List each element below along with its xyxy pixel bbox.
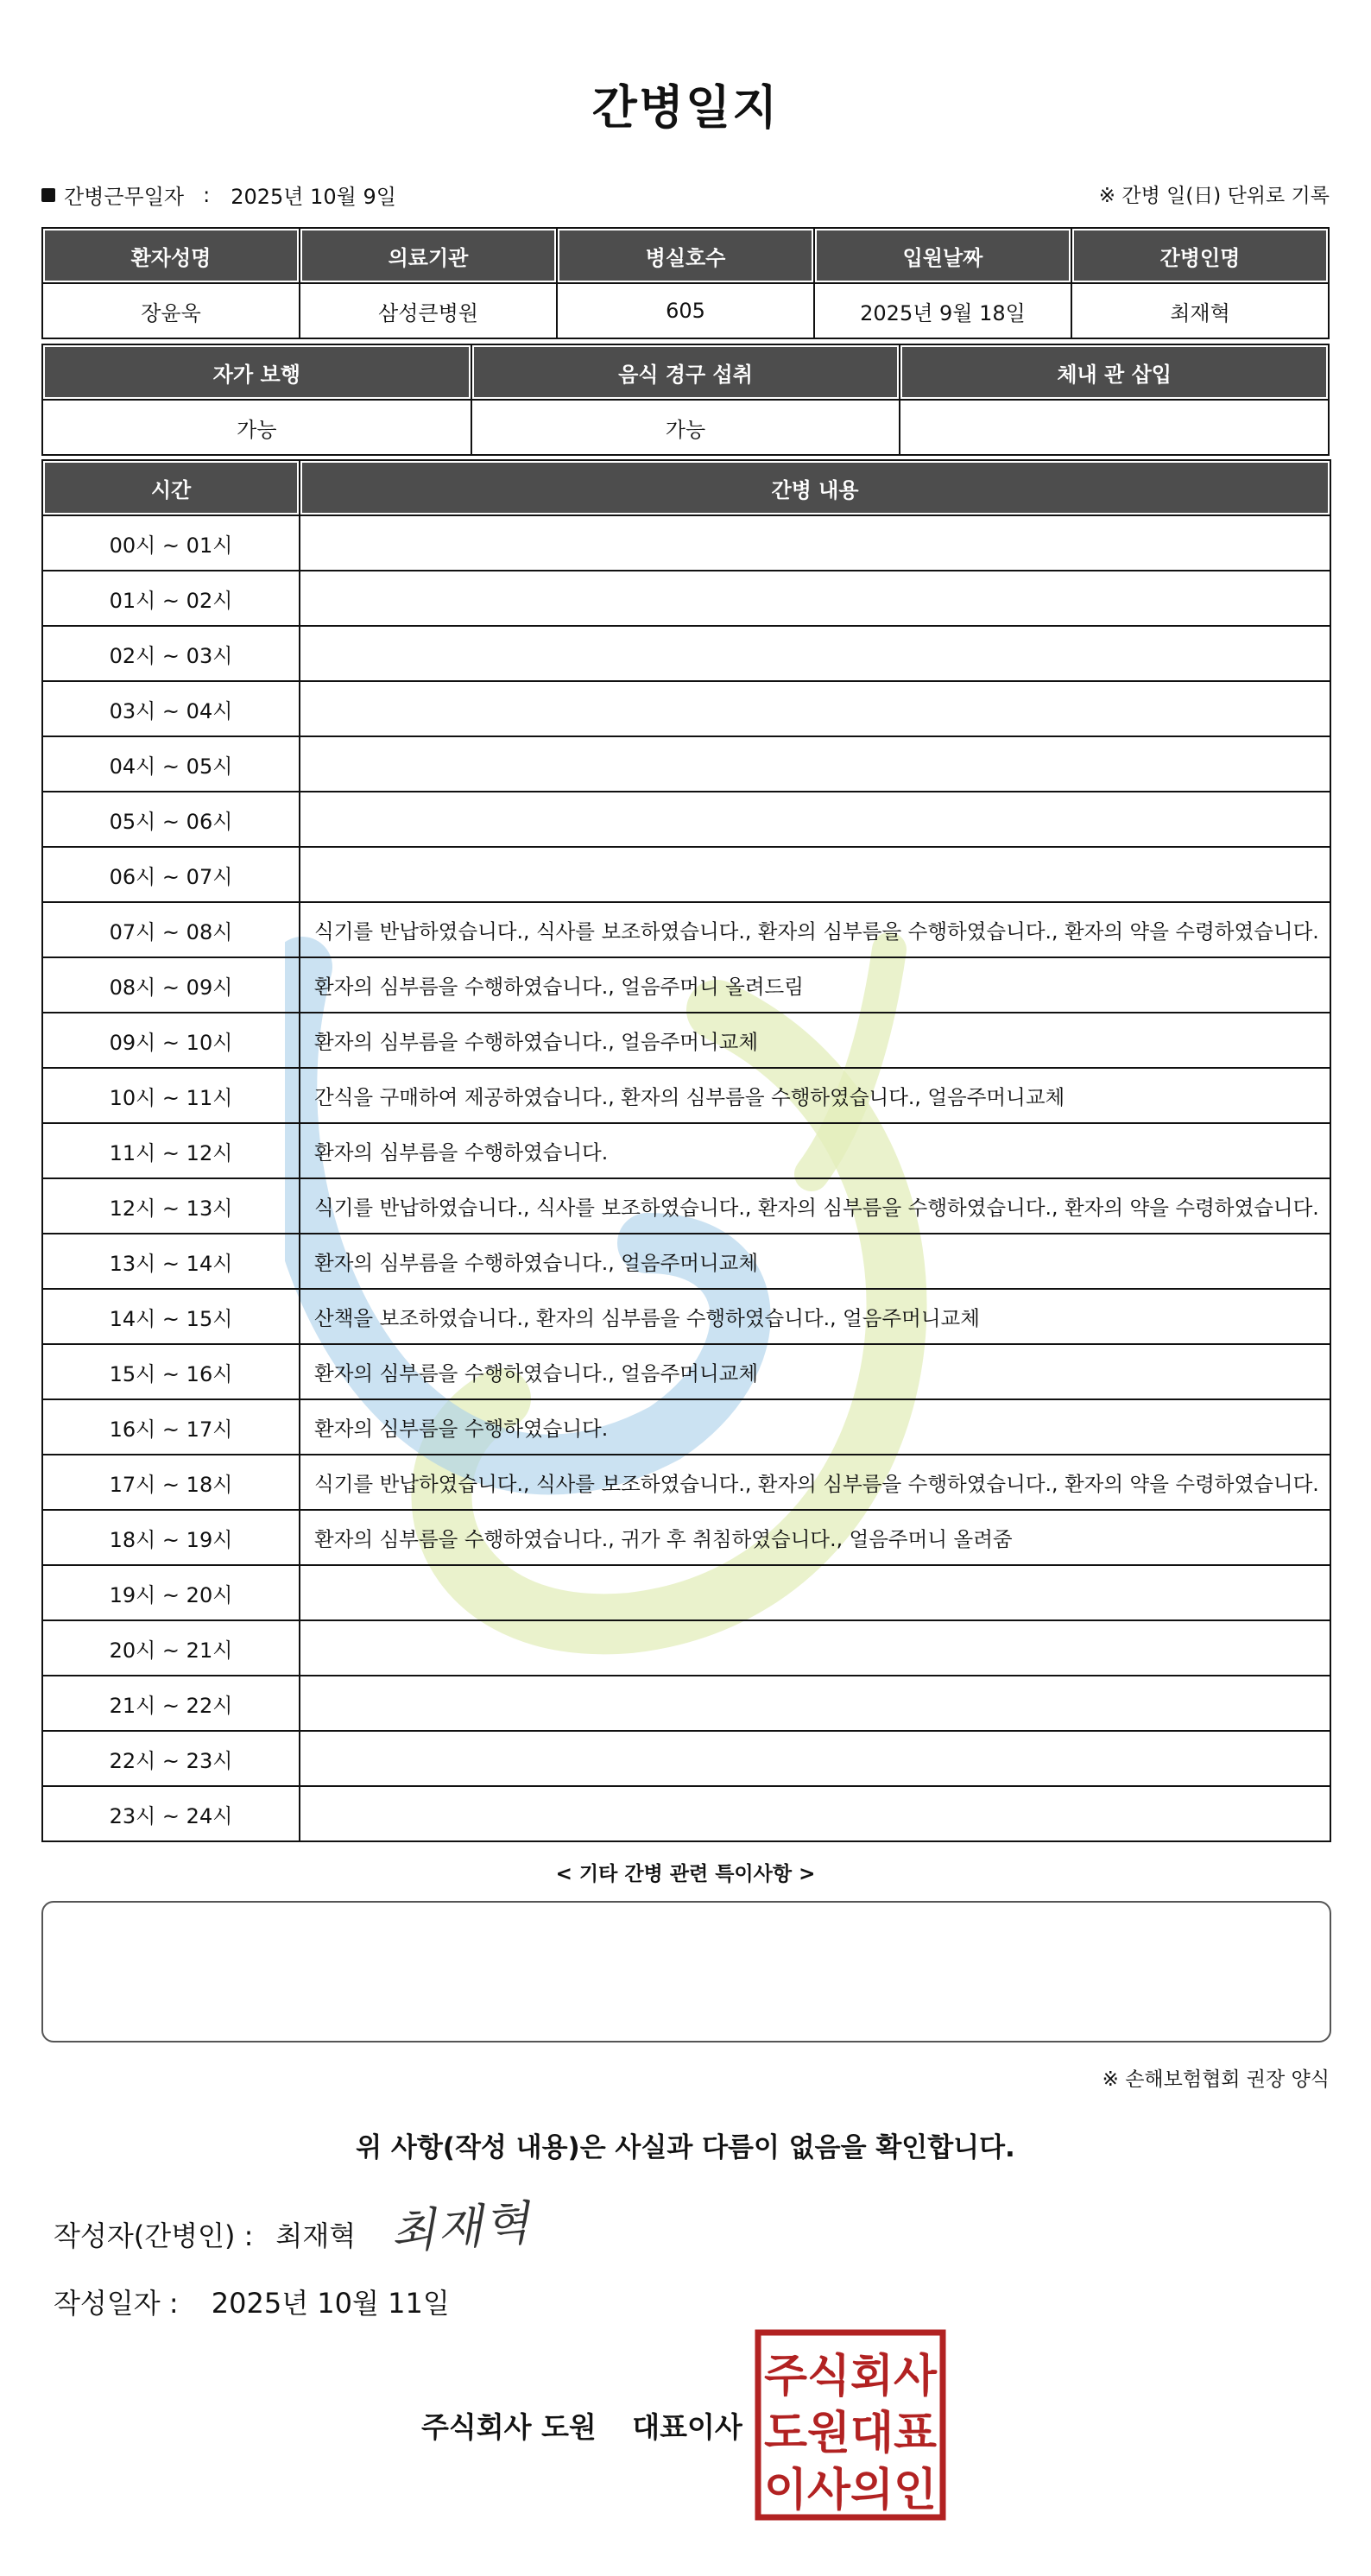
patient-name-cell: 장윤욱 bbox=[42, 283, 300, 338]
time-cell: 00시 ~ 01시 bbox=[42, 515, 300, 571]
time-cell: 16시 ~ 17시 bbox=[42, 1399, 300, 1455]
time-cell: 03시 ~ 04시 bbox=[42, 681, 300, 736]
table-row bbox=[42, 1123, 1330, 1178]
table-row bbox=[42, 626, 1330, 681]
self-walking-cell: 가능 bbox=[42, 400, 471, 455]
time-cell: 19시 ~ 20시 bbox=[42, 1565, 300, 1620]
header-tube-insertion: 체내 관 삽입 bbox=[900, 344, 1329, 400]
work-date-colon: : bbox=[203, 182, 211, 207]
company-ceo-title: 대표이사 bbox=[632, 2410, 742, 2444]
time-cell: 20시 ~ 21시 bbox=[42, 1620, 300, 1676]
care-content-cell: 환자의 심부름을 수행하였습니다., 귀가 후 취침하였습니다., 얼음주머니 올려줌 bbox=[300, 1510, 1330, 1565]
time-cell: 12시 ~ 13시 bbox=[42, 1178, 300, 1234]
time-cell: 18시 ~ 19시 bbox=[42, 1510, 300, 1565]
hourly-care-log-table bbox=[41, 459, 1331, 1842]
time-cell: 15시 ~ 16시 bbox=[42, 1344, 300, 1399]
seal-line-1: 주식회사 bbox=[764, 2351, 938, 2402]
written-date-row bbox=[54, 2282, 450, 2321]
writer-name: 최재혁 bbox=[275, 2219, 357, 2252]
table-row bbox=[42, 1013, 1330, 1068]
care-content-cell: 산책을 보조하였습니다., 환자의 심부름을 수행하였습니다., 얼음주머니교체 bbox=[300, 1289, 1330, 1344]
table-header-row bbox=[42, 344, 1329, 400]
table-row bbox=[42, 1620, 1330, 1676]
table-row bbox=[42, 1676, 1330, 1731]
tube-insertion-cell bbox=[900, 400, 1329, 455]
written-date-label: 작성일자 : bbox=[54, 2287, 179, 2320]
work-date-row bbox=[41, 180, 1330, 214]
admission-date-cell: 2025년 9월 18일 bbox=[814, 283, 1071, 338]
table-row bbox=[42, 736, 1330, 792]
seal-line-2: 도원대표 bbox=[764, 2408, 937, 2459]
care-content-cell: 환자의 심부름을 수행하였습니다. bbox=[300, 1399, 1330, 1455]
table-header-row bbox=[42, 460, 1330, 515]
time-cell: 07시 ~ 08시 bbox=[42, 902, 300, 957]
care-content-cell: 식기를 반납하였습니다., 식사를 보조하였습니다., 환자의 심부름을 수행하였습니다., 환자의 약을 수령하였습니다. bbox=[300, 1455, 1330, 1510]
time-cell: 23시 ~ 24시 bbox=[42, 1786, 300, 1841]
care-content-cell: 환자의 심부름을 수행하였습니다. bbox=[300, 1123, 1330, 1178]
header-room-number: 병실호수 bbox=[557, 228, 814, 283]
table-row bbox=[42, 847, 1330, 902]
care-content-cell bbox=[300, 571, 1330, 626]
care-content-cell bbox=[300, 792, 1330, 847]
time-cell: 13시 ~ 14시 bbox=[42, 1234, 300, 1289]
table-row bbox=[42, 571, 1330, 626]
time-cell: 04시 ~ 05시 bbox=[42, 736, 300, 792]
table-row bbox=[42, 1455, 1330, 1510]
care-content-cell bbox=[300, 681, 1330, 736]
company-seal-stamp bbox=[755, 2329, 946, 2521]
written-date-value: 2025년 10월 11일 bbox=[211, 2287, 450, 2320]
table-row bbox=[42, 681, 1330, 736]
handwritten-signature: 최재혁 bbox=[389, 2195, 533, 2260]
table-row bbox=[42, 1510, 1330, 1565]
caregiver-name-cell: 최재혁 bbox=[1071, 283, 1329, 338]
table-row bbox=[42, 1234, 1330, 1289]
patient-status-table bbox=[41, 344, 1330, 456]
care-content-cell bbox=[300, 1786, 1330, 1841]
special-notes-title: < 기타 간병 관련 특이사항 > bbox=[555, 1863, 816, 1885]
header-patient-name: 환자성명 bbox=[42, 228, 300, 283]
time-cell: 22시 ~ 23시 bbox=[42, 1731, 300, 1786]
care-content-cell bbox=[300, 736, 1330, 792]
care-content-cell: 환자의 심부름을 수행하였습니다., 얼음주머니 올려드림 bbox=[300, 957, 1330, 1013]
header-self-walking: 자가 보행 bbox=[42, 344, 471, 400]
time-cell: 06시 ~ 07시 bbox=[42, 847, 300, 902]
page-title: 간병일지 bbox=[591, 80, 780, 135]
table-row bbox=[42, 283, 1329, 338]
square-bullet-icon bbox=[41, 188, 55, 202]
care-content-cell bbox=[300, 1731, 1330, 1786]
company-row bbox=[421, 2405, 742, 2446]
time-cell: 09시 ~ 10시 bbox=[42, 1013, 300, 1068]
care-content-cell bbox=[300, 1620, 1330, 1676]
time-cell: 05시 ~ 06시 bbox=[42, 792, 300, 847]
table-row bbox=[42, 1178, 1330, 1234]
company-name: 주식회사 도원 bbox=[421, 2410, 597, 2444]
table-row bbox=[42, 1731, 1330, 1786]
table-row bbox=[42, 1289, 1330, 1344]
work-date-label: 간병근무일자 bbox=[64, 185, 185, 209]
header-care-content: 간병 내용 bbox=[300, 460, 1330, 515]
recommend-note: ※ 손해보험협회 권장 양식 bbox=[1102, 2068, 1330, 2091]
table-row bbox=[42, 792, 1330, 847]
time-cell: 08시 ~ 09시 bbox=[42, 957, 300, 1013]
care-content-cell bbox=[300, 847, 1330, 902]
header-caregiver-name: 간병인명 bbox=[1071, 228, 1329, 283]
time-cell: 14시 ~ 15시 bbox=[42, 1289, 300, 1344]
record-note: ※ 간병 일(日) 단위로 기록 bbox=[1098, 185, 1330, 207]
oral-intake-cell: 가능 bbox=[471, 400, 900, 455]
time-cell: 10시 ~ 11시 bbox=[42, 1068, 300, 1123]
time-cell: 11시 ~ 12시 bbox=[42, 1123, 300, 1178]
table-header-row bbox=[42, 228, 1329, 283]
care-content-cell bbox=[300, 626, 1330, 681]
care-content-cell: 식기를 반납하였습니다., 식사를 보조하였습니다., 환자의 심부름을 수행하였습니다., 환자의 약을 수령하였습니다. bbox=[300, 902, 1330, 957]
time-cell: 02시 ~ 03시 bbox=[42, 626, 300, 681]
table-row bbox=[42, 1344, 1330, 1399]
patient-info-table bbox=[41, 227, 1330, 339]
time-cell: 21시 ~ 22시 bbox=[42, 1676, 300, 1731]
special-notes-box bbox=[41, 1901, 1331, 2042]
header-hospital: 의료기관 bbox=[300, 228, 557, 283]
confirm-statement: 위 사항(작성 내용)은 사실과 다름이 없음을 확인합니다. bbox=[356, 2132, 1015, 2163]
table-row bbox=[42, 1786, 1330, 1841]
writer-label: 작성자(간병인) : bbox=[54, 2219, 254, 2252]
table-row bbox=[42, 1068, 1330, 1123]
care-content-cell bbox=[300, 515, 1330, 571]
table-row bbox=[42, 400, 1329, 455]
table-row bbox=[42, 902, 1330, 957]
time-cell: 17시 ~ 18시 bbox=[42, 1455, 300, 1510]
work-date-value: 2025년 10월 9일 bbox=[231, 185, 396, 209]
table-row bbox=[42, 957, 1330, 1013]
writer-row bbox=[54, 2214, 356, 2254]
care-content-cell bbox=[300, 1565, 1330, 1620]
care-content-cell: 간식을 구매하여 제공하였습니다., 환자의 심부름을 수행하였습니다., 얼음주머니교체 bbox=[300, 1068, 1330, 1123]
header-time: 시간 bbox=[42, 460, 300, 515]
table-row bbox=[42, 1565, 1330, 1620]
header-admission-date: 입원날짜 bbox=[814, 228, 1071, 283]
table-row bbox=[42, 1399, 1330, 1455]
care-content-cell bbox=[300, 1676, 1330, 1731]
hospital-cell: 삼성큰병원 bbox=[300, 283, 557, 338]
table-row bbox=[42, 515, 1330, 571]
care-content-cell: 식기를 반납하였습니다., 식사를 보조하였습니다., 환자의 심부름을 수행하였습니다., 환자의 약을 수령하였습니다. bbox=[300, 1178, 1330, 1234]
room-number-cell: 605 bbox=[557, 283, 814, 338]
time-cell: 01시 ~ 02시 bbox=[42, 571, 300, 626]
work-date-group bbox=[41, 180, 396, 210]
care-content-cell: 환자의 심부름을 수행하였습니다., 얼음주머니교체 bbox=[300, 1234, 1330, 1289]
care-content-cell: 환자의 심부름을 수행하였습니다., 얼음주머니교체 bbox=[300, 1344, 1330, 1399]
header-oral-intake: 음식 경구 섭취 bbox=[471, 344, 900, 400]
seal-line-3: 이사의인 bbox=[764, 2465, 937, 2516]
care-content-cell: 환자의 심부름을 수행하였습니다., 얼음주머니교체 bbox=[300, 1013, 1330, 1068]
